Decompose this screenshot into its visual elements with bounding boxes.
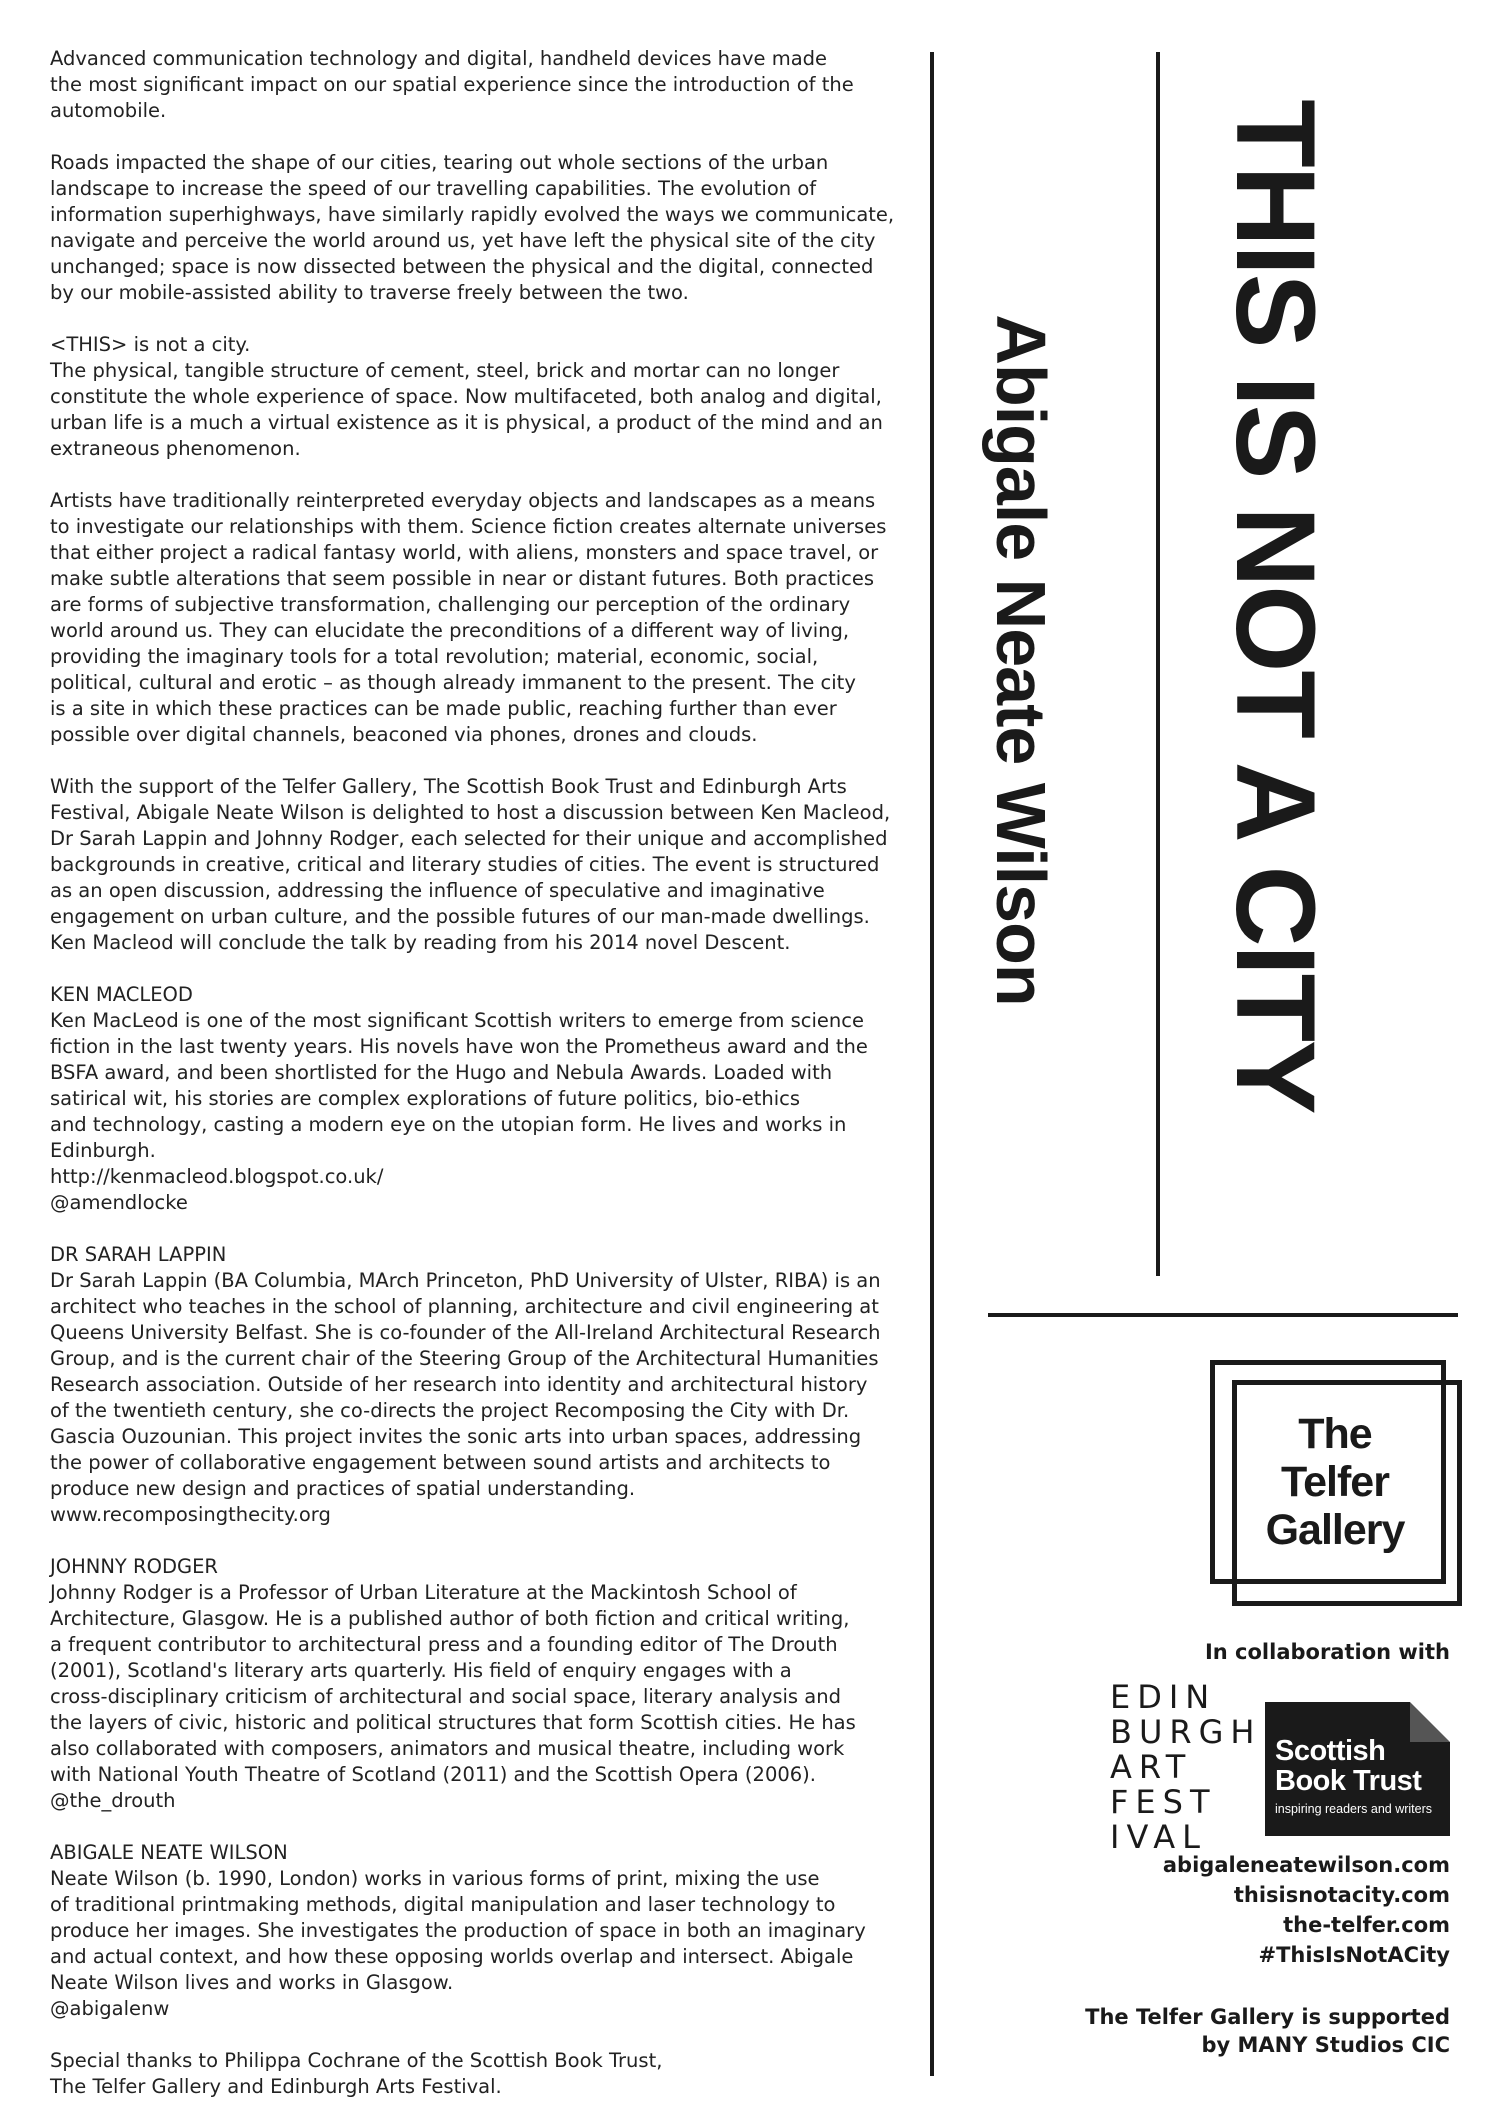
bio-handle[interactable]: @amendlocke bbox=[50, 1191, 188, 1214]
bio-heading: DR SARAH LAPPIN bbox=[50, 1243, 227, 1266]
intro-paragraph: Roads impacted the shape of our cities, tearing out whole sections of the urban landscape to increase the speed of our travelling capabilities. The evolution of information superhighways, have similarly rapidly evolved the ways we communicate, navigate and perceive the world around us, yet have left the physical site of the city unchanged; space is now dissected between the physical and the digital, connected by our mobile-assisted ability to traverse freely between the two. bbox=[50, 151, 895, 304]
logo-wordmark bbox=[1230, 1410, 1440, 1554]
artist-name: Abigale Neate Wilson bbox=[982, 314, 1060, 1006]
logo-line: BURGH bbox=[1110, 1713, 1262, 1751]
website-link[interactable]: the-telfer.com bbox=[1283, 1913, 1450, 1937]
bio-heading: JOHNNY RODGER bbox=[50, 1555, 218, 1578]
hashtag[interactable]: #ThisIsNotACity bbox=[1258, 1943, 1450, 1967]
logo-line: ART bbox=[1110, 1748, 1193, 1786]
collab-label: In collaboration with bbox=[1204, 1640, 1450, 1664]
edinburgh-art-festival-logo bbox=[1110, 1680, 1260, 1855]
logo-wordmark bbox=[1275, 1736, 1445, 1796]
poster-title: THIS IS NOT A CITY bbox=[1213, 99, 1338, 1113]
website-links bbox=[1163, 1850, 1450, 1970]
bio-heading: ABIGALE NEATE WILSON bbox=[50, 1841, 288, 1864]
bio-link[interactable]: http://kenmacleod.blogspot.co.uk/ bbox=[50, 1165, 384, 1188]
bio-text: Johnny Rodger is a Professor of Urban Literature at the Mackintosh School of Architecture, Glasgow. He is a published author of both fiction and critical writing, a frequent contributor to architectural press and a founding editor of The Drouth (2001), Scotland's literary arts quarterly. His field of enquiry engages with a cross-disciplinary criticism of architectural and social space, literary analysis and the layers of civic, historic and political structures that form Scottish cities. He has also collaborated with composers, animators and musical theatre, including work with National Youth Theatre of Scotland (2011) and the Scottish Opera (2006). bbox=[50, 1581, 856, 1786]
thanks-note: Special thanks to Philippa Cochrane of the Scottish Book Trust, The Telfer Gallery and Edinburgh Arts Festival. bbox=[50, 2049, 663, 2098]
website-link[interactable]: thisisnotacity.com bbox=[1233, 1883, 1450, 1907]
logo-line: FEST bbox=[1110, 1783, 1217, 1821]
bio-text: Neate Wilson (b. 1990, London) works in various forms of print, mixing the use of traditional printmaking methods, digital manipulation and laser technology to produce her images. She investigates the production of space in both an imaginary and actual context, and how these opposing worlds overlap and intersect. Abigale Neate Wilson lives and works in Glasgow. bbox=[50, 1867, 866, 1994]
divider-vertical-title bbox=[1156, 52, 1160, 1276]
telfer-gallery-logo bbox=[1210, 1360, 1450, 1600]
body-text-column bbox=[50, 46, 910, 2126]
website-link[interactable]: abigaleneatewilson.com bbox=[1162, 1853, 1450, 1877]
scottish-book-trust-logo bbox=[1265, 1702, 1450, 1836]
bio-heading: KEN MACLEOD bbox=[50, 983, 193, 1006]
intro-paragraph: <THIS> is not a city. The physical, tangible structure of cement, steel, brick and mortar can no longer constitute the whole experience of space. Now multifaceted, both analog and digital, urban life is a much a virtual existence as it is physical, a product of the mind and an extraneous phenomenon. bbox=[50, 333, 883, 460]
bio-link[interactable]: www.recomposingthecity.org bbox=[50, 1503, 331, 1526]
logo-line: Telfer bbox=[1281, 1458, 1389, 1506]
divider-vertical bbox=[930, 52, 934, 2076]
divider-horizontal bbox=[988, 1313, 1458, 1317]
bio-ken-macleod bbox=[50, 982, 910, 1216]
intro-paragraph: Advanced communication technology and digital, handheld devices have made the most significant impact on our spatial experience since the introduction of the automobile. bbox=[50, 47, 854, 122]
bio-sarah-lappin bbox=[50, 1242, 910, 1528]
logo-line: Scottish bbox=[1275, 1735, 1386, 1767]
bio-text: Dr Sarah Lappin (BA Columbia, MArch Princeton, PhD University of Ulster, RIBA) is an architect who teaches in the school of planning, architecture and civil engineering at Queens University Belfast. She is co-founder of the All-Ireland Architectural Research Group, and is the current chair of the Steering Group of the Architectural Humanities Research association. Outside of her research into identity and architectural history of the twentieth century, she co-directs the project Recomposing the City with Dr. Gascia Ouzounian. This project invites the sonic arts into urban spaces, addressing the power of collaborative engagement between sound artists and architects to produce new design and practices of spatial understanding. bbox=[50, 1269, 881, 1500]
bio-handle[interactable]: @the_drouth bbox=[50, 1789, 176, 1812]
logo-line: IVAL bbox=[1110, 1818, 1207, 1856]
logo-line: Book Trust bbox=[1275, 1765, 1422, 1797]
logo-line: EDIN bbox=[1110, 1678, 1217, 1716]
intro-paragraph: Artists have traditionally reinterpreted everyday objects and landscapes as a means to investigate our relationships with them. Science fiction creates alternate universes that either project a radical fantasy world, with aliens, monsters and space travel, or make subtle alterations that seem possible in near or distant futures. Both practices are forms of subjective transformation, challenging our perception of the ordinary world around us. They can elucidate the preconditions of a different way of living, providing the imaginary tools for a total revolution; material, economic, social, political, cultural and erotic – as though already immanent to the present. The city is a site in which these practices can be made public, reaching further than ever possible over digital channels, beaconed via phones, drones and clouds. bbox=[50, 489, 887, 746]
bio-handle[interactable]: @abigalenw bbox=[50, 1997, 170, 2020]
logo-line: Gallery bbox=[1265, 1506, 1405, 1554]
bio-johnny-rodger bbox=[50, 1554, 910, 1814]
logo-tagline: inspiring readers and writers bbox=[1275, 1802, 1433, 1816]
support-note: The Telfer Gallery is supported by MANY Studios CIC bbox=[1085, 2005, 1450, 2057]
logo-line: The bbox=[1298, 1410, 1372, 1458]
bio-text: Ken MacLeod is one of the most significant Scottish writers to emerge from science fiction in the last twenty years. His novels have won the Prometheus award and the BSFA award, and been shortlisted for the Hugo and Nebula Awards. Loaded with satirical wit, his stories are complex explorations of future politics, bio-ethics and technology, casting a modern eye on the utopian form. He lives and works in Edinburgh. bbox=[50, 1009, 868, 1162]
intro-paragraph: With the support of the Telfer Gallery, The Scottish Book Trust and Edinburgh Arts Festival, Abigale Neate Wilson is delighted to host a discussion between Ken Macleod, Dr Sarah Lappin and Johnny Rodger, each selected for their unique and accomplished backgrounds in creative, critical and literary studies of cities. The event is structured as an open discussion, addressing the influence of speculative and imaginative engagement on urban culture, and the possible futures of our man-made dwellings. Ken Macleod will conclude the talk by reading from his 2014 novel Descent. bbox=[50, 775, 891, 954]
bio-abigale-neate-wilson bbox=[50, 1840, 910, 2022]
